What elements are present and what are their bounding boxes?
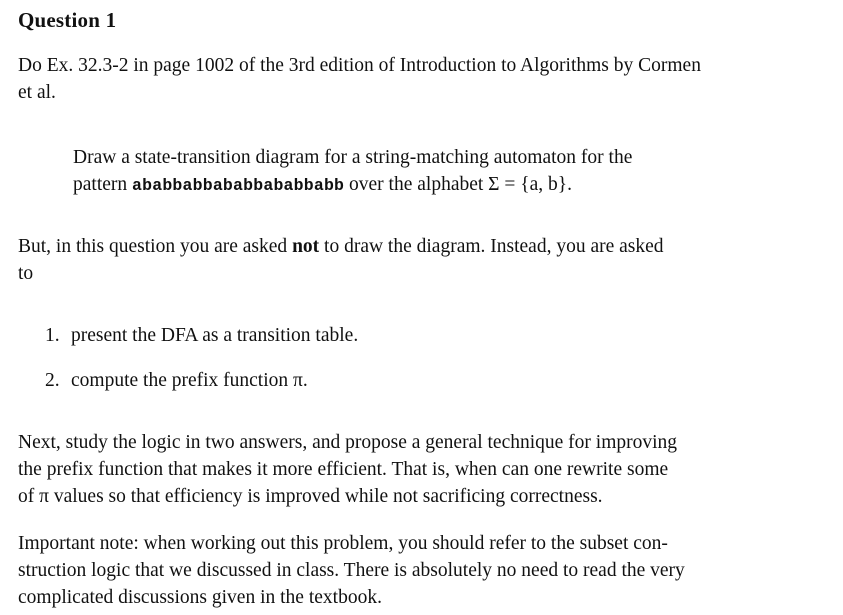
- exercise-quote: [73, 144, 793, 199]
- intro-line-2: et al.: [18, 82, 56, 103]
- pattern-suffix: over the alphabet Σ = {a, b}.: [344, 174, 573, 195]
- list-item: [45, 322, 358, 349]
- instruction-before-not: But, in this question you are asked: [18, 236, 293, 257]
- next-paragraph: [18, 429, 830, 510]
- instruction-line-1: [18, 233, 830, 260]
- quote-line-1: Draw a state-transition diagram for a string-matching automaton for the: [73, 147, 633, 168]
- next-line-2: the prefix function that makes it more efficient. That is, when can one rewrite some: [18, 459, 669, 480]
- intro-line-1: Do Ex. 32.3-2 in page 1002 of the 3rd edition of Introduction to Algorithms by Cormen: [18, 55, 701, 76]
- intro-paragraph: [18, 52, 830, 106]
- list-item: [45, 367, 358, 394]
- not-emphasis: not: [292, 236, 320, 257]
- list-item-text: compute the prefix function π.: [71, 370, 308, 391]
- instruction-line-2: to: [18, 263, 34, 284]
- next-line-3: of π values so that efficiency is improved while not sacrificing correctness.: [18, 486, 603, 507]
- quote-line-2: [73, 171, 793, 199]
- pattern-string: ababbabbababbababbabb: [132, 176, 345, 195]
- note-line-3: complicated discussions given in the textbook.: [18, 587, 382, 608]
- note-line-1: Important note: when working out this problem, you should refer to the subset con-: [18, 533, 668, 554]
- instruction-paragraph: [18, 233, 830, 287]
- question-heading: Question 1: [18, 8, 117, 32]
- next-line-1: Next, study the logic in two answers, and propose a general technique for improving: [18, 432, 678, 453]
- note-line-2: struction logic that we discussed in class. There is absolutely no need to read the very: [18, 560, 685, 581]
- task-list: [45, 322, 358, 412]
- list-item-number: 2.: [45, 370, 60, 391]
- list-item-number: 1.: [45, 325, 60, 346]
- pattern-prefix: pattern: [73, 174, 133, 195]
- instruction-after-not: to draw the diagram. Instead, you are asked: [319, 236, 664, 257]
- important-note-paragraph: [18, 530, 830, 611]
- list-item-text: present the DFA as a transition table.: [71, 325, 359, 346]
